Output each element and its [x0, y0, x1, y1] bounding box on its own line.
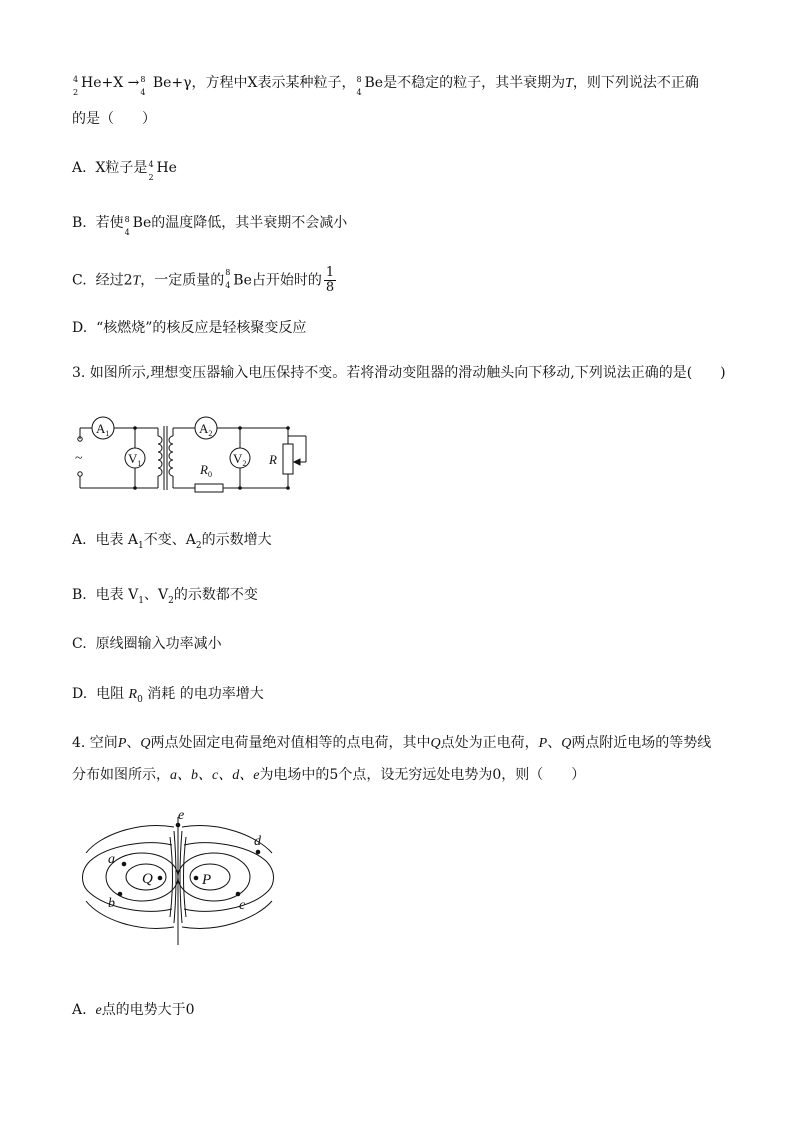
iso-he: 4 2 [73, 75, 79, 97]
point-d-dot [256, 850, 261, 855]
q4-option-a: A. e点的电势大于0 [72, 1002, 195, 1018]
q2-stem-line1: 4 2 He+X → 8 4 Be+γ，方程中X表示某种粒子， 8 4 Be是不稳定的粒子，其半衰期为T，则下列说法不正确 [73, 75, 699, 97]
q4-stem-line1: 4. 空间P、Q两点处固定电荷量绝对值相等的点电荷，其中Q点处为正电荷，P、Q两点附近电场的等势线 [72, 735, 712, 751]
rheostat-r-label: R [269, 452, 277, 467]
label-q: Q [142, 871, 153, 887]
q3-option-c: C. 原线圈输入功率减小 [72, 636, 222, 652]
charge-p-dot [194, 876, 199, 881]
ammeter-a2-label: $A_2$ [199, 421, 213, 438]
transformer-circuit-diagram [70, 412, 330, 497]
label-c: c [239, 898, 246, 913]
resistor-r0-label: $R_0$ [200, 462, 212, 479]
charge-q-dot [158, 876, 163, 881]
iso-be: 8 4 [140, 75, 146, 97]
q2-option-b: B. 若使 8 4 Be的温度降低，其半衰期不会减小 [72, 215, 348, 237]
q4-stem-line2: 分布如图所示，a、b、c、d、e为电场中的5个点，设无穷远处电势为0，则（ ） [72, 767, 586, 783]
point-e-dot [176, 823, 181, 828]
equipotential-lines-diagram [78, 805, 308, 950]
voltmeter-v1-label: $V_1$ [128, 451, 142, 468]
voltmeter-v2-label: $V_2$ [233, 451, 247, 468]
point-c-dot [236, 892, 241, 897]
q2-stem-line2: 的是（ ） [72, 111, 156, 127]
point-a-dot [122, 862, 127, 867]
q2-option-d: D. “核燃烧”的核反应是轻核聚变反应 [72, 320, 307, 336]
q2-option-c: C. 经过2T，一定质量的 8 4 Be占开始时的 $\frac{1}{8}$ [72, 265, 335, 295]
label-e: e [178, 808, 185, 823]
ammeter-a1-label: $A_1$ [96, 421, 110, 438]
q3-option-b: B. 电表 $V_1$、$V_2$的示数都不变 [72, 587, 258, 606]
q2-option-a: A. X粒子是 4 2 He [72, 160, 177, 182]
point-b-dot [118, 892, 123, 897]
label-a: a [108, 852, 115, 867]
label-b: b [108, 896, 115, 911]
ac-source-symbol: ~ [75, 451, 83, 466]
label-p: P [202, 872, 212, 888]
label-d: d [254, 834, 261, 849]
q3-option-d: D. 电阻 $R_0$ 消耗 的电功率增大 [72, 686, 264, 705]
q3-option-a: A. 电表 $A_1$不变、$A_2$的示数增大 [72, 532, 272, 551]
fraction-one-eighth: $\frac{1}{8}$ [325, 265, 335, 295]
q3-stem: 3. 如图所示,理想变压器输入电压保持不变。若将滑动变阻器的滑动触头向下移动,下列说法正确的是( ) [72, 365, 726, 381]
